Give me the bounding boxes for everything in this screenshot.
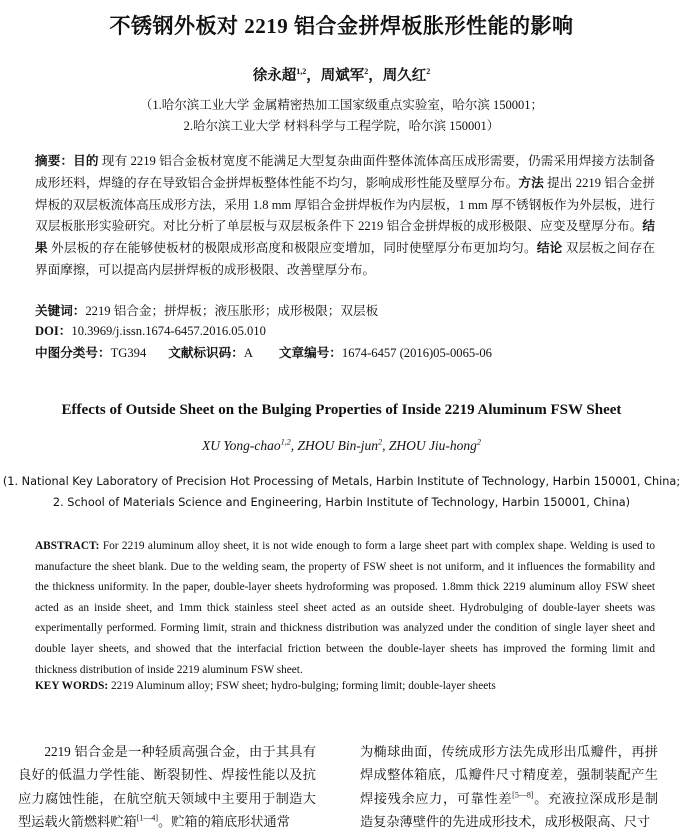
abstract-section-text: 外层板的存在能够使板材的极限成形高度和极限应变增加，同时使壁厚分布更加均匀。 — [47, 241, 537, 256]
affiliation-line-en: (1. National Key Laboratory of Precision Hot Processing of Metals, Harbin Institute of Technology, Harbin 150001, China; — [2, 475, 681, 488]
abstract-section-head: 结果 — [35, 219, 655, 256]
author-affiliation-sup: 1,2 — [280, 437, 291, 447]
abstract-text-en: For 2219 aluminum alloy sheet, it is not wide enough to form a large sheet part with complex shape. Welding is used to manufacture the sheet blank. Due to the welding seam, the property of FSW sheet is not uniform, and it influences the formability and the thickness uniformity. In the paper, double-layer sheets hydroforming was proposed. 1.8mm thick 2219 aluminum alloy FSW sheet acted as an inside sheet, and 1mm thick stainless steel sheet acted as an outside sheet. Hydrobulging of double-layer sheets was experimentally performed. Forming limit, strain and thickness distribution was analyzed under the condition of single layer sheet and double layer sheets, and showed that the interfacial friction between the double-layer sheets has improved the forming limit and thickness distribution of inside 2219 aluminum FSW sheet. — [35, 540, 655, 676]
author-list-cn — [0, 64, 683, 85]
author-affiliation-sup: 2 — [364, 67, 369, 77]
citation-ref[interactable]: [1—4] — [136, 813, 159, 823]
body-text: 。贮箱的箱底形状通常 — [158, 813, 290, 829]
article-no-label: 文章编号： — [278, 346, 342, 360]
abstract-label-en: ABSTRACT: — [35, 540, 100, 552]
abstract-section-head: 方法 — [518, 175, 544, 190]
author-name: 徐永超 — [252, 68, 297, 84]
keywords-en — [35, 680, 655, 692]
article-no-value: 1674-6457 (2016)05-0065-06 — [341, 346, 492, 360]
affiliation-line-cn: 2.哈尔滨工业大学 材料科学与工程学院，哈尔滨 150001） — [183, 119, 500, 133]
doc-code-value: A — [243, 346, 253, 360]
keywords-label-cn: 关键词： — [35, 304, 86, 318]
citation-ref[interactable]: [5—8] — [512, 790, 534, 800]
author-name: XU Yong-chao — [202, 438, 281, 453]
keywords-label-en: KEY WORDS: — [35, 680, 109, 692]
abstract-section-text: 提出 2219 铝合金拼焊板的双层板流体高压成形方法，采用 1.8 mm 厚铝合金拼焊板作为内层板，1 mm 厚不锈钢板作为外层板，进行双层板胀形实验研究。对比分析了单层板与双层板条件下 2219 铝合金拼焊板的成形极限、应变及壁厚分布。 — [35, 175, 656, 234]
author-list-en — [0, 438, 683, 454]
author-affiliation-sup: 1,2 — [296, 67, 307, 77]
abstract-section-text: 现有 2219 铝合金板材宽度不能满足大型复杂曲面件整体流体高压成形需要，仍需采用焊接方法制备成形坯料，焊缝的存在导致铝合金拼焊板整体性能不均匀，影响成形性能及壁厚分布。 — [35, 154, 656, 190]
author-name: 周斌军 — [320, 68, 365, 84]
author-separator: ， — [368, 68, 383, 84]
paper-title-cn: 不锈钢外板对 2219 铝合金拼焊板胀形性能的影响 — [109, 14, 574, 38]
abstract-section-head: 结论 — [536, 241, 563, 256]
abstract-label-cn: 摘要： — [35, 154, 74, 168]
keywords-cn — [35, 300, 378, 319]
body-text: 为椭球曲面，传统成形方法先成形出瓜瓣件，再拼焊成整体箱底，瓜瓣件尺寸精度差，强制装配产生焊接残余应力，可靠性差 — [360, 744, 658, 806]
author-separator: , — [382, 438, 389, 453]
author-affiliation-sup: 2 — [426, 67, 431, 77]
keywords-text-en: 2219 Aluminum alloy; FSW sheet; hydro-bulging; forming limit; double-layer sheets — [108, 680, 496, 692]
author-name: ZHOU Jiu-hong — [388, 438, 477, 453]
classification-line — [35, 342, 655, 361]
abstract-cn — [35, 151, 655, 282]
author-affiliation-sup: 2 — [378, 437, 383, 447]
body-text: 2219 铝合金是一种轻质高强合金，由于其具有良好的低温力学性能、断裂韧性、焊接性能以及抗应力腐蚀性能，在航空航天领域中主要用于制造大型运载火箭燃料贮箱 — [18, 744, 316, 829]
author-name: 周久红 — [382, 68, 427, 84]
affiliation-line-en: 2. School of Materials Science and Engineering, Harbin Institute of Technology, Harbin 150001, China) — [52, 496, 631, 509]
affiliation-line-cn: （1.哈尔滨工业大学 金属精密热加工国家级重点实验室，哈尔滨 150001； — [139, 98, 544, 112]
author-affiliation-sup: 2 — [476, 437, 481, 447]
doi-label: DOI： — [35, 324, 72, 338]
author-name: ZHOU Bin-jun — [297, 438, 379, 453]
clc-value: TG394 — [110, 346, 147, 360]
body-text: 。充液拉深成形是制造复杂薄壁件的先进成形技术，成形极限高、尺寸 — [360, 790, 659, 829]
abstract-en — [35, 536, 655, 680]
abstract-section-head: 目的 — [73, 154, 99, 168]
body-column-right — [360, 740, 658, 833]
abstract-section-text: 双层板之间存在界面摩擦，可以提高内层拼焊板的成形极限、改善壁厚分布。 — [35, 241, 655, 277]
doi-value[interactable]: 10.3969/j.issn.1674-6457.2016.05.010 — [71, 324, 266, 338]
author-separator: , — [290, 438, 298, 453]
doi-line — [35, 320, 266, 339]
body-column-left — [18, 740, 316, 833]
doc-code-label: 文献标识码： — [168, 346, 244, 360]
clc-label: 中图分类号： — [35, 346, 111, 360]
author-separator: ， — [306, 68, 321, 84]
paper-title-en: Effects of Outside Sheet on the Bulging Properties of Inside 2219 Aluminum FSW Sheet — [61, 402, 622, 418]
keywords-text-cn: 2219 铝合金；拼焊板；液压胀形；成形极限；双层板 — [85, 304, 379, 318]
